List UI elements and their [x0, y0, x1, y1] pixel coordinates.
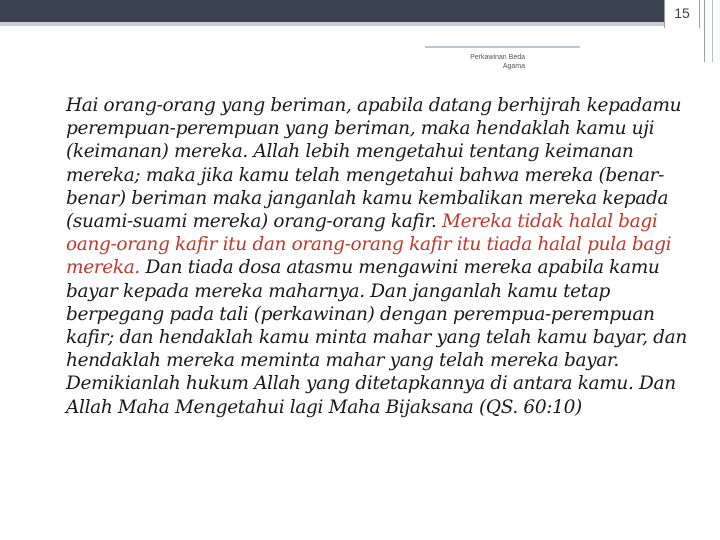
passage-text-highlight: Mereka tidak halal bagi oang-orang kafir itu dan orang-orang kafir itu tiada halal pula bagi mereka. [66, 211, 672, 279]
passage-text-after: Dan tiada dosa atasmu mengawini mereka apabila kamu bayar kepada mereka maharnya. Dan janganlah kamu tetap berpegang pada tali (perkawinan) dengan perempua-perempuan kafir; dan hendaklah kamu minta mahar yang telah kamu bayar, dan hendaklah mereka meminta mahar yang telah mereka bayar. Demikianlah hukum Allah yang ditetapkannya di antara kamu. Dan Allah Maha Mengetahui lagi Maha Bijaksana (QS. 60:10) [66, 257, 687, 418]
right-edge-rule [704, 0, 705, 62]
verse-passage [66, 94, 706, 419]
top-banner-bar [0, 0, 698, 22]
page-number: 15 [674, 5, 690, 21]
slide-header-line-1: Perkawinan Beda [470, 54, 525, 61]
slide-header [425, 53, 525, 71]
right-edge-rule-secondary [712, 0, 713, 62]
slide-header-line-2: Agama [502, 63, 525, 70]
top-banner-accent [0, 22, 698, 26]
passage-text-before: Hai orang-orang yang beriman, apabila datang berhijrah kepadamu perempuan-perempuan yang beriman, maka hendaklah kamu uji (keimanan) mereka. Allah lebih mengetahui tentang keimanan mereka; maka jika kamu telah mengetahui bahwa mereka (benar-benar) beriman maka janganlah kamu kembalikan mereka kepada (suami-suami mereka) orang-orang kafir. [66, 95, 682, 233]
header-rule [425, 46, 580, 48]
